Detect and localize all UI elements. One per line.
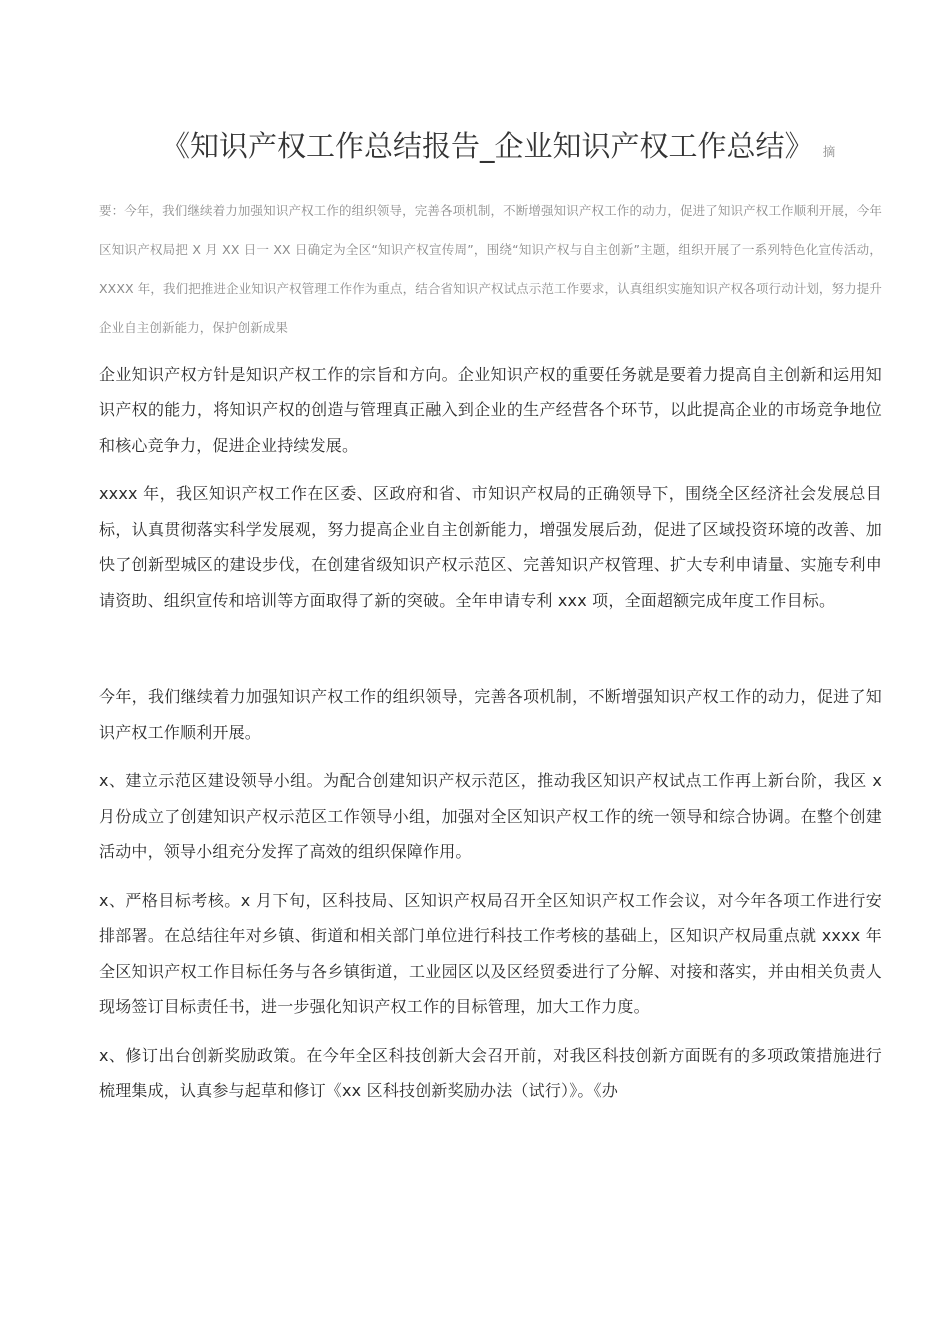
document-page bbox=[99, 100, 882, 1122]
abstract: 要：今年，我们继续着力加强知识产权工作的组织领导，完善各项机制，不断增强知识产权工作的动力，促进了知识产权工作顺利开展，今年区知识产权局把 X 月 XX 日一 XX 日确定为全区“知识产权宣传周”，围绕“知识产权与自主创新”主题，组织开展了一系列特色化宣传活动， XXXX 年，我们把推进企业知识产权管理工作作为重点，结合省知识产权试点示范工作要求，认真组织实施知识产权各项行动计划，努力提升企业自主创新能力，保护创新成果 bbox=[99, 202, 882, 335]
document-title bbox=[99, 119, 882, 179]
title-block bbox=[99, 119, 882, 346]
section-gap bbox=[99, 631, 882, 679]
document-body bbox=[99, 357, 882, 1109]
paragraph-policy: 企业知识产权方针是知识产权工作的宗旨和方向。企业知识产权的重要任务就是要着力提高自主创新和运用知识产权的能力，将知识产权的创造与管理真正融入到企业的生产经营各个环节，以此提高企业的市场竞争地位和核心竞争力，促进企业持续发展。 bbox=[99, 364, 882, 455]
paragraph-target-assessment: x、严格目标考核。x 月下旬，区科技局、区知识产权局召开全区知识产权工作会议，对今年各项工作进行安排部署。在总结往年对乡镇、街道和相关部门单位进行科技工作考核的基础上，区知识产权局重点就 xxxx 年全区知识产权工作目标任务与各乡镇街道，工业园区以及区经贸委进行了分解、对接和落实，并由相关负责人现场签订目标责任书，进一步强化知识产权工作的目标管理，加大工作力度。 bbox=[99, 890, 882, 1017]
paragraph-annual-summary: xxxx 年，我区知识产权工作在区委、区政府和省、市知识产权局的正确领导下，围绕全区经济社会发展总目标，认真贯彻落实科学发展观，努力提高企业自主创新能力，增强发展后劲，促进了区域投资环境的改善、加快了创新型城区的建设步伐，在创建省级知识产权示范区、完善知识产权管理、扩大专利申请量、实施专利申请资助、组织宣传和培训等方面取得了新的突破。全年申请专利 xxx 项，全面超额完成年度工作目标。 bbox=[99, 484, 882, 610]
paragraph-incentive-policy: x、修订出台创新奖励政策。在今年全区科技创新大会召开前，对我区科技创新方面既有的多项政策措施进行梳理集成，认真参与起草和修订《xx 区科技创新奖励办法（试行）》。《办 bbox=[99, 1045, 882, 1101]
paragraph-leading-group: x、建立示范区建设领导小组。为配合创建知识产权示范区，推动我区知识产权试点工作再上新台阶，我区 x 月份成立了创建知识产权示范区工作领导小组，加强对全区知识产权工作的统一领导和综合协调。在整个创建活动中，领导小组充分发挥了高效的组织保障作用。 bbox=[99, 771, 882, 862]
title-text: 《知识产权工作总结报告_企业知识产权工作总结》 bbox=[161, 129, 814, 164]
abstract-lead: 摘 bbox=[822, 144, 836, 160]
paragraph-organization: 今年，我们继续着力加强知识产权工作的组织领导，完善各项机制，不断增强知识产权工作的动力，促进了知识产权工作顺利开展。 bbox=[99, 687, 882, 742]
